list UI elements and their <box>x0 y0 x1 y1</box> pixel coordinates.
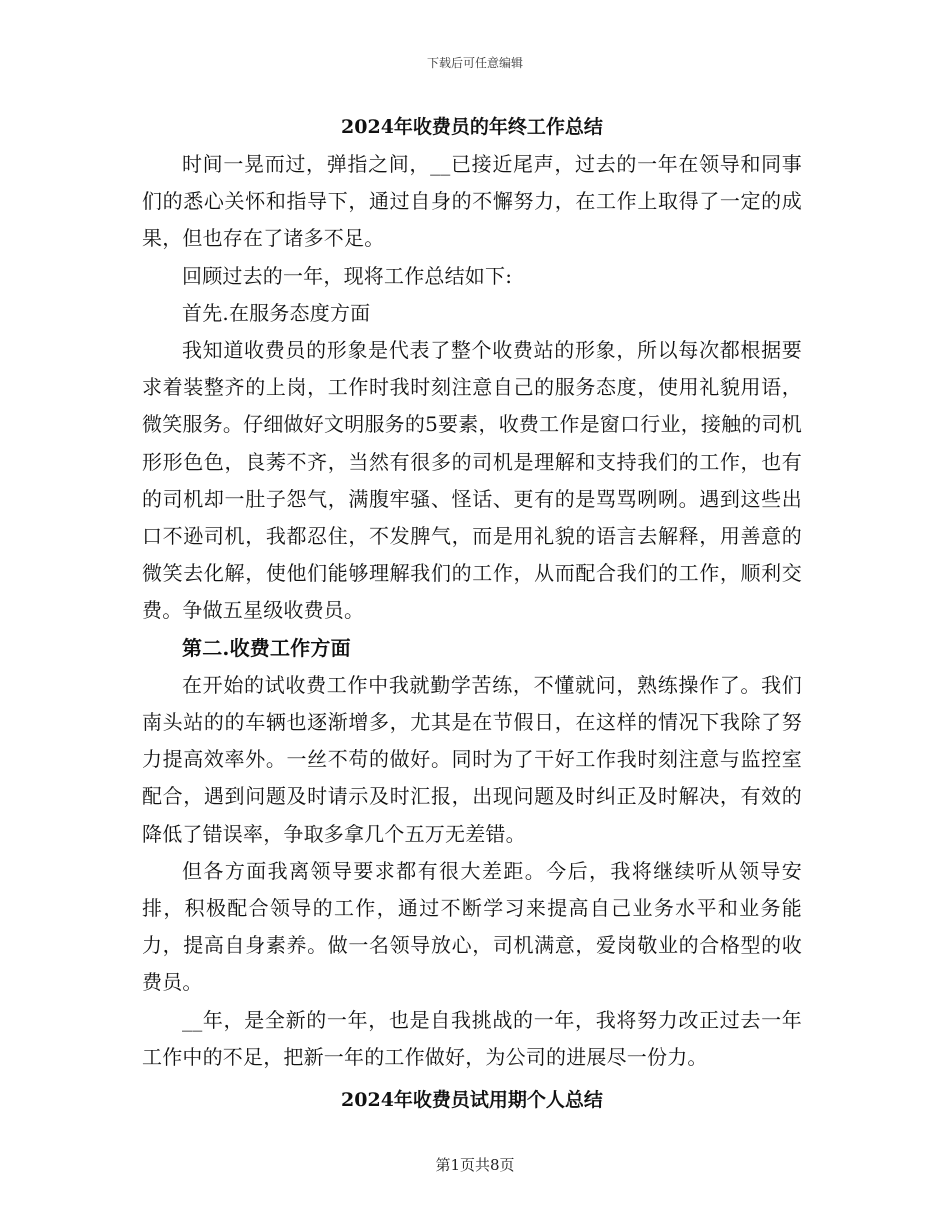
page-header-note: 下载后可任意编辑 <box>426 56 523 70</box>
section-heading-service-attitude: 首先.在服务态度方面 <box>182 300 371 325</box>
section-heading-toll-work: 第二.收费工作方面 <box>182 635 351 660</box>
paragraph-review: 回顾过去的一年，现将工作总结如下: <box>182 263 513 288</box>
paragraph-toll-work: 在开始的试收费工作中我就勤学苦练，不懂就问，熟练操作了。我们南头站的的车辆也逐渐增多，尤其是在节假日，在这样的情况下我除了努力提高效率外。一丝不苟的做好。同时为了干好工作我时刻注意与监控室配合，遇到问题及时请示及时汇报，出现问题及时纠正及时解决，有效的降低了错误率，争取多拿几个五万无差错。 <box>142 672 802 846</box>
document-body <box>142 108 802 1120</box>
paragraph-new-year: __年，是全新的一年，也是自我挑战的一年，我将努力改正过去一年工作中的不足，把新一年的工作做好，为公司的进展尽一份力。 <box>142 1007 802 1069</box>
next-document-title: 2024年收费员试用期个人总结 <box>341 1089 603 1112</box>
page-footer-page-number: 第1页共8页 <box>435 1156 515 1174</box>
paragraph-service-attitude: 我知道收费员的形象是代表了整个收费站的形象，所以每次都根据要求着装整齐的上岗，工作时我时刻注意自己的服务态度，使用礼貌用语，微笑服务。仔细做好文明服务的5要素，收费工作是窗口行业，接触的司机形形色色，良莠不齐，当然有很多的司机是理解和支持我们的工作，也有的司机却一肚子怨气，满腹牢骚、怪话、更有的是骂骂咧咧。遇到这些出口不逊司机，我都忍住，不发脾气，而是用礼貌的语言去解释，用善意的微笑去化解，使他们能够理解我们的工作，从而配合我们的工作，顺利交费。争做五星级收费员。 <box>142 338 802 623</box>
paragraph-shortcomings: 但各方面我离领导要求都有很大差距。今后，我将继续听从领导安排，积极配合领导的工作，通过不断学习来提高自己业务水平和业务能力，提高自身素养。做一名领导放心，司机满意，爱岗敬业的合格型的收费员。 <box>142 858 802 995</box>
document-title: 2024年收费员的年终工作总结 <box>341 116 603 138</box>
paragraph-intro: 时间一晃而过，弹指之间，__已接近尾声，过去的一年在领导和同事们的悉心关怀和指导下，通过自身的不懈努力，在工作上取得了一定的成果，但也存在了诸多不足。 <box>142 152 802 251</box>
